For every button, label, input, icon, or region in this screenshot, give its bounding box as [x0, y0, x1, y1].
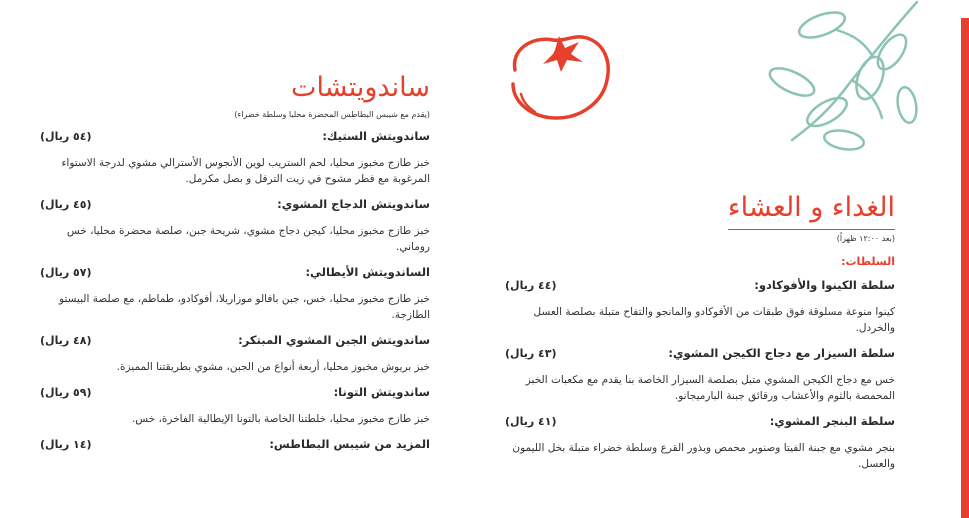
lunch-dinner-note: (بعد ١٢:٠٠ ظهراً): [836, 234, 895, 243]
item-description: خبز طازج مخبوز محليا، خلطتنا الخاصة بالتونا الإيطالية الفاخرة، خس.: [131, 413, 430, 425]
item-name: ساندويتش الستيك:: [322, 129, 430, 143]
accent-line: [961, 18, 969, 518]
menu-item: [505, 278, 895, 336]
sandwiches-note: (يقدم مع شيبس البطاطس المحضرة محليا وسلطة خضراء): [234, 110, 430, 119]
olive-branch-icon: [752, 0, 927, 160]
menu-item: [40, 197, 430, 255]
item-price: (٤٨ ريال): [40, 334, 92, 347]
item-description: خبز بريوش مخبوز محليا، أربعة أنواع من الجبن، مشوي بطريقتنا المميزة.: [116, 361, 430, 373]
item-description: كينوا منوعة مسلوقة فوق طبقات من الأفوكادو والمانجو والتفاح متبلة بصلصة العسل والخردل.: [533, 306, 895, 334]
item-description: خبز طازج مخبوز محليا، لحم الستريب لوين الأنجوس الأسترالي مشوي لدرجة الاستواء المرغوبة مع فطر مشوح في زيت الترفل و بصل مكرمل.: [61, 157, 430, 185]
menu-item: [40, 385, 430, 427]
item-price: (٤٤ ريال): [505, 279, 557, 292]
item-description: بنجر مشوي مع جبنة الفيتا وصنوبر محمص وبذور القرع وسلطة خضراء متبلة بخل الليمون والعسل.: [512, 442, 895, 470]
item-price: (٥٩ ريال): [40, 386, 92, 399]
item-price: (٤١ ريال): [505, 415, 557, 428]
item-name: ساندويتش الجبن المشوي المبتكر:: [238, 333, 430, 347]
tomato-icon: [495, 22, 619, 124]
item-name: سلطة الكينوا والأفوكادو:: [754, 278, 895, 292]
item-description: خبز طازج مخبوز محليا، كيجن دجاج مشوي، شريحة جبن، صلصة محضرة محليا، خس روماني.: [66, 225, 430, 253]
item-description: خبز طازج مخبوز محليا، خس، جبن بافالو موزاريلا، أفوكادو، طماطم، مع صلصة البيستو الطازجة.: [59, 293, 430, 321]
menu-item: [40, 437, 430, 455]
item-name: المزيد من شيبس البطاطس:: [269, 437, 430, 451]
item-name: سلطة السيزار مع دجاج الكيجن المشوي:: [668, 346, 895, 360]
menu-item: [40, 333, 430, 375]
item-price: (٥٤ ريال): [40, 130, 92, 143]
item-price: (٤٥ ريال): [40, 198, 92, 211]
item-price: (٥٧ ريال): [40, 266, 92, 279]
item-name: الساندويتش الأيطالي:: [305, 265, 430, 279]
menu-item: [505, 346, 895, 404]
menu-item: [505, 414, 895, 472]
item-name: ساندويتش الدجاج المشوي:: [277, 197, 430, 211]
item-price: (١٤ ريال): [40, 438, 92, 451]
sandwiches-section: [40, 70, 430, 455]
item-description: خس مع دجاج الكيجن المشوي متبل بصلصة السيزار الخاصة بنا يقدم مع مكعبات الخبز المحمصة بالثوم والأعشاب ورقائق جبنة البارميجانو.: [525, 374, 895, 402]
sandwiches-title: ساندويتشات: [291, 72, 430, 103]
lunch-dinner-title: الغداء و العشاء: [728, 190, 895, 230]
menu-item: [40, 265, 430, 323]
salads-heading: السلطات:: [841, 255, 895, 268]
item-name: ساندويتش التونا:: [333, 385, 430, 399]
lunch-dinner-section: [505, 190, 895, 472]
menu-item: [40, 129, 430, 187]
item-price: (٤٣ ريال): [505, 347, 557, 360]
item-name: سلطة البنجر المشوي:: [769, 414, 895, 428]
